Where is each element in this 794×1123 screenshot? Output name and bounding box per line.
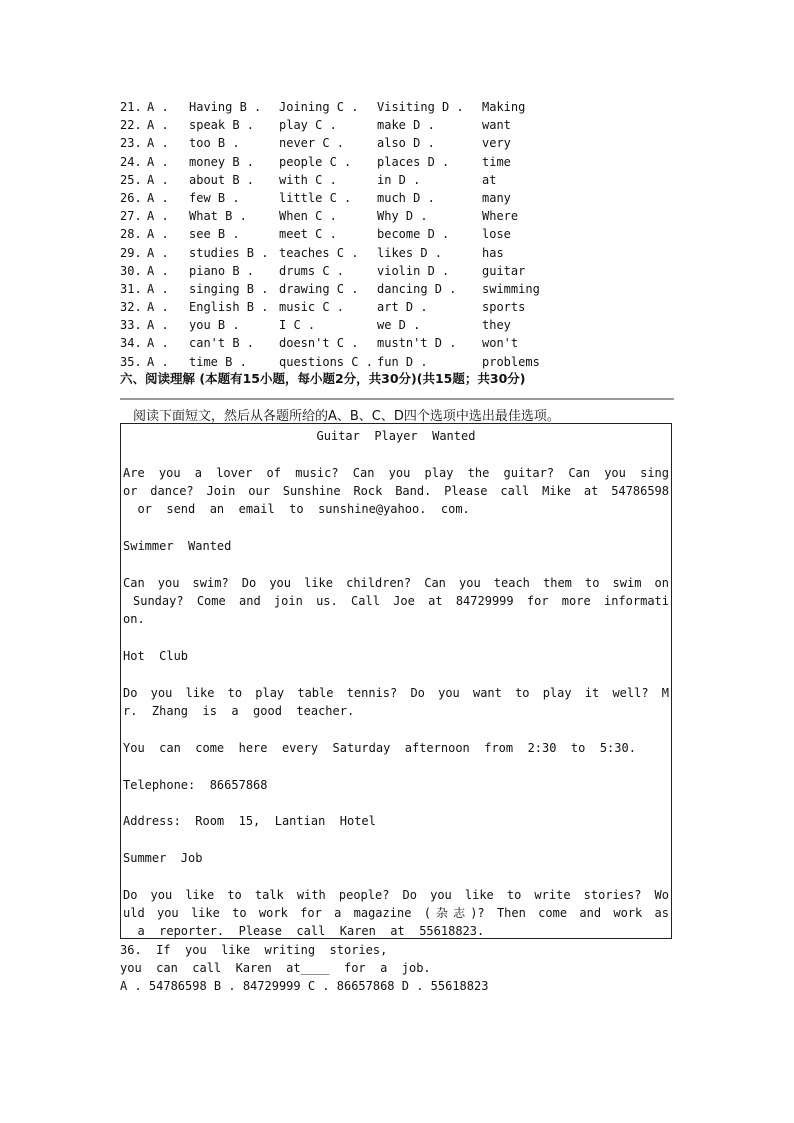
option-choice: violin D . bbox=[377, 263, 450, 278]
ad-text-line: on. bbox=[123, 612, 145, 626]
option-number: 31. bbox=[120, 281, 142, 296]
option-choice: won't bbox=[482, 336, 519, 351]
ad-text-line: or dance? Join our Sunshine Rock Band. Please call Mike at 54786598 bbox=[123, 484, 669, 498]
option-choice: doesn't C . bbox=[279, 336, 359, 351]
option-choice: also D . bbox=[377, 136, 435, 151]
option-choice: many bbox=[482, 190, 511, 205]
option-choice: sports bbox=[482, 300, 526, 315]
option-label-a: A . bbox=[147, 227, 169, 242]
ad-title-swimmer: Swimmer Wanted bbox=[123, 539, 232, 553]
ad-text-line: or send an email to sunshine@yahoo. com. bbox=[123, 502, 470, 516]
option-choice: little C . bbox=[279, 190, 352, 205]
option-row bbox=[120, 207, 680, 225]
ad-address: Address: Room 15, Lantian Hotel bbox=[123, 814, 376, 828]
option-choice: make D . bbox=[377, 118, 435, 133]
option-row bbox=[120, 262, 680, 280]
section-instruction: 阅读下面短文，然后从各题所给的A、B、C、D四个选项中选出最佳选项。 bbox=[133, 409, 560, 424]
option-number: 28. bbox=[120, 227, 142, 242]
option-choice: money B . bbox=[189, 154, 255, 169]
option-choice: Why D . bbox=[377, 209, 428, 224]
option-row bbox=[120, 225, 680, 243]
option-choice: Having B . bbox=[189, 100, 262, 114]
option-choice: we D . bbox=[377, 318, 421, 333]
option-choice: Making bbox=[482, 100, 526, 114]
option-number: 24. bbox=[120, 154, 142, 169]
option-choice: in D . bbox=[377, 172, 421, 187]
option-choice: too B . bbox=[189, 136, 240, 151]
option-choice: about B . bbox=[189, 172, 255, 187]
option-choice: guitar bbox=[482, 263, 526, 278]
option-choice: few B . bbox=[189, 190, 240, 205]
option-row bbox=[120, 280, 680, 298]
option-row bbox=[120, 298, 680, 316]
option-number: 23. bbox=[120, 136, 142, 151]
option-label-a: A . bbox=[147, 245, 169, 260]
option-choice: dancing D . bbox=[377, 281, 457, 296]
option-number: 25. bbox=[120, 172, 142, 187]
section-title: 六、阅读理解 (本题有15小题，每小题2分，共30分)(共15题；共30分) bbox=[120, 371, 526, 386]
option-row bbox=[120, 189, 680, 207]
option-choice: want bbox=[482, 118, 511, 133]
option-choice: mustn't D . bbox=[377, 336, 457, 351]
option-choice: swimming bbox=[482, 281, 540, 296]
ad-text-line: Do you like to talk with people? Do you like to write stories? Wo bbox=[123, 888, 669, 902]
option-choice: drawing C . bbox=[279, 281, 359, 296]
option-choice: Where bbox=[482, 209, 519, 224]
ad-text-line: Sunday? Come and join us. Call Joe at 84729999 for more informati bbox=[133, 594, 669, 608]
option-row bbox=[120, 316, 680, 334]
option-choice: see B . bbox=[189, 227, 240, 242]
option-choice: When C . bbox=[279, 209, 337, 224]
ad-text-line: a reporter. Please call Karen at 55618823. bbox=[123, 924, 485, 938]
option-row bbox=[120, 244, 680, 262]
option-label-a: A . bbox=[147, 281, 169, 296]
option-choice: has bbox=[482, 245, 504, 260]
option-number: 29. bbox=[120, 245, 142, 260]
option-choice: speak B . bbox=[189, 118, 255, 133]
option-label-a: A . bbox=[147, 336, 169, 351]
ad-text-line: uld you like to work for a magazine (杂志)? Then come and work as bbox=[123, 906, 669, 920]
option-number: 33. bbox=[120, 318, 142, 333]
ad-text-line: Do you like to play table tennis? Do you want to play it well? M bbox=[123, 686, 669, 700]
option-choice: they bbox=[482, 318, 511, 333]
option-row bbox=[120, 98, 680, 116]
option-choice: become D . bbox=[377, 227, 450, 242]
option-choice: can't B . bbox=[189, 336, 255, 351]
option-label-a: A . bbox=[147, 354, 169, 369]
option-number: 34. bbox=[120, 336, 142, 351]
ad-title-hot-club: Hot Club bbox=[123, 649, 189, 663]
option-label-a: A . bbox=[147, 154, 169, 169]
option-number: 22. bbox=[120, 118, 142, 133]
option-choice: you B . bbox=[189, 318, 240, 333]
option-choice: teaches C . bbox=[279, 245, 359, 260]
option-choice: fun D . bbox=[377, 354, 428, 369]
option-label-a: A . bbox=[147, 300, 169, 315]
option-label-a: A . bbox=[147, 318, 169, 333]
option-choice: lose bbox=[482, 227, 511, 242]
option-number: 27. bbox=[120, 209, 142, 224]
option-choice: people C . bbox=[279, 154, 352, 169]
option-choice: English B . bbox=[189, 300, 269, 315]
option-choice: with C . bbox=[279, 172, 337, 187]
option-label-a: A . bbox=[147, 118, 169, 133]
option-label-a: A . bbox=[147, 263, 169, 278]
option-row bbox=[120, 334, 680, 352]
ad-text-line: Can you swim? Do you like children? Can you teach them to swim on bbox=[123, 576, 669, 590]
option-row bbox=[120, 116, 680, 134]
ad-text-line: Are you a lover of music? Can you play the guitar? Can you sing bbox=[123, 466, 669, 480]
option-label-a: A . bbox=[147, 190, 169, 205]
option-choice: questions C . bbox=[279, 354, 373, 369]
option-choice: What B . bbox=[189, 209, 247, 224]
option-label-a: A . bbox=[147, 209, 169, 224]
ad-title-guitar: Guitar Player Wanted bbox=[316, 429, 476, 443]
question-36-stem-cont: you can call Karen at____ for a job. bbox=[120, 961, 431, 975]
option-choice: piano B . bbox=[189, 263, 255, 278]
option-choice: problems bbox=[482, 354, 540, 369]
ad-title-summer-job: Summer Job bbox=[123, 851, 203, 865]
option-choice: time B . bbox=[189, 354, 247, 369]
option-choice: drums C . bbox=[279, 263, 345, 278]
option-choice: studies B . bbox=[189, 245, 269, 260]
ad-telephone: Telephone: 86657868 bbox=[123, 778, 268, 792]
option-choice: art D . bbox=[377, 300, 428, 315]
option-number: 21. bbox=[120, 100, 142, 114]
option-choice: meet C . bbox=[279, 227, 337, 242]
option-choice: Joining C . bbox=[279, 100, 359, 114]
option-choice: Visiting D . bbox=[377, 100, 464, 114]
option-label-a: A . bbox=[147, 100, 169, 114]
option-number: 32. bbox=[120, 300, 142, 315]
option-choice: places D . bbox=[377, 154, 450, 169]
reading-passage-box bbox=[120, 423, 672, 939]
answer-options-list bbox=[120, 98, 680, 371]
option-choice: likes D . bbox=[377, 245, 443, 260]
option-choice: very bbox=[482, 136, 511, 151]
option-choice: much D . bbox=[377, 190, 435, 205]
option-number: 35. bbox=[120, 354, 142, 369]
option-number: 30. bbox=[120, 263, 142, 278]
option-row bbox=[120, 134, 680, 152]
option-choice: I C . bbox=[279, 318, 316, 333]
option-choice: singing B . bbox=[189, 281, 269, 296]
option-number: 26. bbox=[120, 190, 142, 205]
option-label-a: A . bbox=[147, 172, 169, 187]
question-36-choices: A . 54786598 B . 84729999 C . 86657868 D . 55618823 bbox=[120, 979, 489, 993]
option-choice: at bbox=[482, 172, 497, 187]
section-divider bbox=[120, 398, 674, 400]
option-choice: time bbox=[482, 154, 511, 169]
option-choice: play C . bbox=[279, 118, 337, 133]
ad-text-line: r. Zhang is a good teacher. bbox=[123, 704, 355, 718]
question-36-stem: 36. If you like writing stories, bbox=[120, 943, 388, 957]
ad-text-line: You can come here every Saturday afternoon from 2:30 to 5:30. bbox=[123, 741, 636, 755]
option-row bbox=[120, 153, 680, 171]
option-label-a: A . bbox=[147, 136, 169, 151]
option-choice: music C . bbox=[279, 300, 345, 315]
option-row bbox=[120, 171, 680, 189]
option-choice: never C . bbox=[279, 136, 345, 151]
